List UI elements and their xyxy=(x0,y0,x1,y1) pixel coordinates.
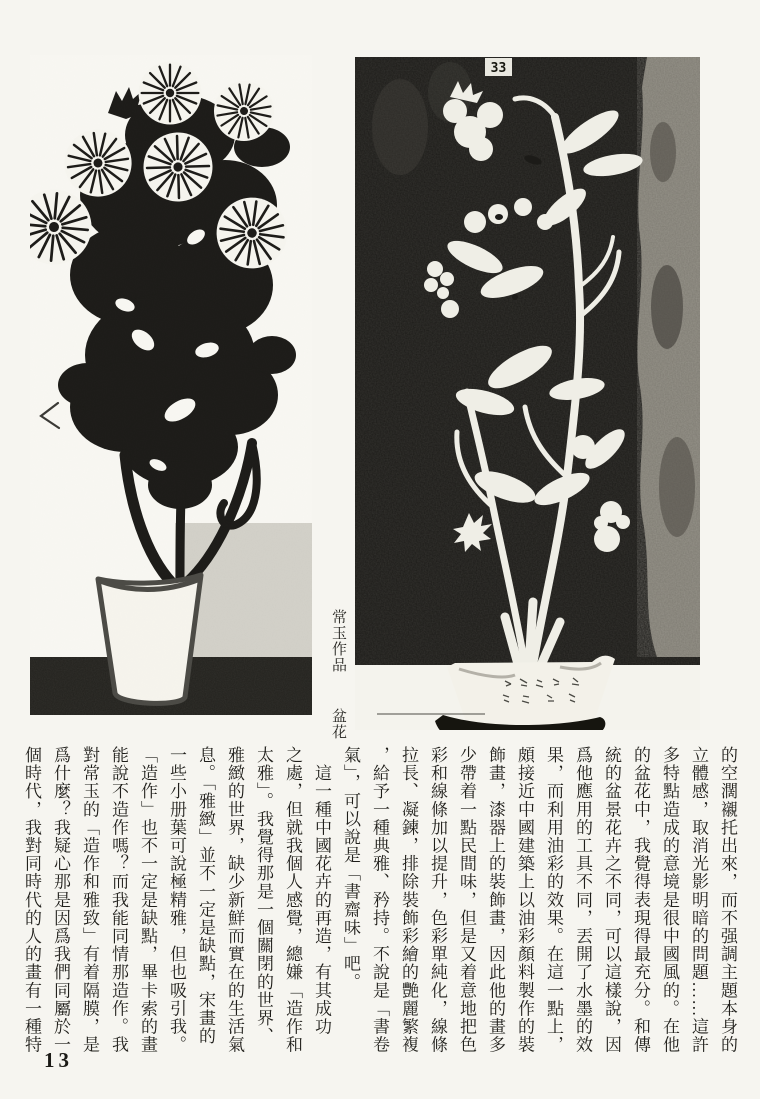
right-artwork-image xyxy=(355,57,700,730)
text-column: 多特點造成的意境是很中國風的。在他 xyxy=(660,746,679,1054)
text-column: 對常玉的「造作和雅致」有着隔膜，是 xyxy=(80,746,99,1054)
text-column: 能說不造作嗎？而我能同情那造作。我 xyxy=(109,746,128,1054)
text-column: 爲他應用的工具不同，丟開了水墨的效 xyxy=(573,746,592,1054)
right-artwork xyxy=(355,57,700,730)
text-column: 「造作」也不一定是缺點，畢卡索的畫 xyxy=(138,746,157,1054)
caption-artist: 常玉作品 xyxy=(330,609,346,673)
plate-number-tag xyxy=(485,58,512,76)
text-column: 雅緻的世界，缺少新鮮而實在的生活氣 xyxy=(225,746,244,1054)
text-column: 飾畫，漆器上的裝飾畫，因此他的畫多 xyxy=(486,746,505,1054)
text-column: 一些小册葉可說極精雅，但也吸引我。 xyxy=(167,746,186,1054)
text-column: 少帶着一點民間味，但是又着意地把色 xyxy=(457,746,476,1054)
text-column: 彩和線條加以提升，色彩單純化，線條 xyxy=(428,746,447,1054)
text-column: 這一種中國花卉的再造，有其成功 xyxy=(312,746,331,1036)
article-text xyxy=(16,746,742,1056)
text-column: 太雅」。我覺得那是一個關閉的世界、 xyxy=(254,746,273,1046)
text-column: 統的盆景花卉之不同，可以這樣說，因 xyxy=(602,746,621,1054)
text-column: 的盆花中，我覺得表現得最充分。和傳 xyxy=(631,746,650,1054)
text-column: 拉長、凝鍊，排除裝飾彩繪的艷麗繁複 xyxy=(399,746,418,1054)
text-column: 之處，但就我個人感覺，總嫌「造作和 xyxy=(283,746,302,1054)
text-column: 爲什麼？我疑心那是因爲我們同屬於一 xyxy=(51,746,70,1054)
text-column: 的空濶襯托出來，而不强調主題本身的 xyxy=(718,746,737,1054)
left-artwork xyxy=(30,55,312,715)
text-column: 氣」，可以說是「書齋味」吧。 xyxy=(341,746,360,991)
text-column: 個時代，我對同時代的人的畫有一種特 xyxy=(22,746,41,1054)
caption xyxy=(327,609,349,744)
caption-title: 盆花 xyxy=(330,708,346,740)
text-column: 果，而利用油彩的效果。在這一點上， xyxy=(544,746,563,1054)
text-column: ，給予一種典雅、矜持。不說是「書卷 xyxy=(370,746,389,1054)
text-column: 頗接近中國建築上以油彩顏料製作的裝 xyxy=(515,746,534,1054)
text-column: 息。「雅緻」並不一定是缺點，宋畫的 xyxy=(196,746,215,1046)
text-column: 立體感，取消光影明暗的問題……這許 xyxy=(689,746,708,1054)
left-artwork-image xyxy=(30,55,312,715)
plate-number: 33 xyxy=(490,61,507,76)
page-number: 13 xyxy=(44,1048,73,1072)
